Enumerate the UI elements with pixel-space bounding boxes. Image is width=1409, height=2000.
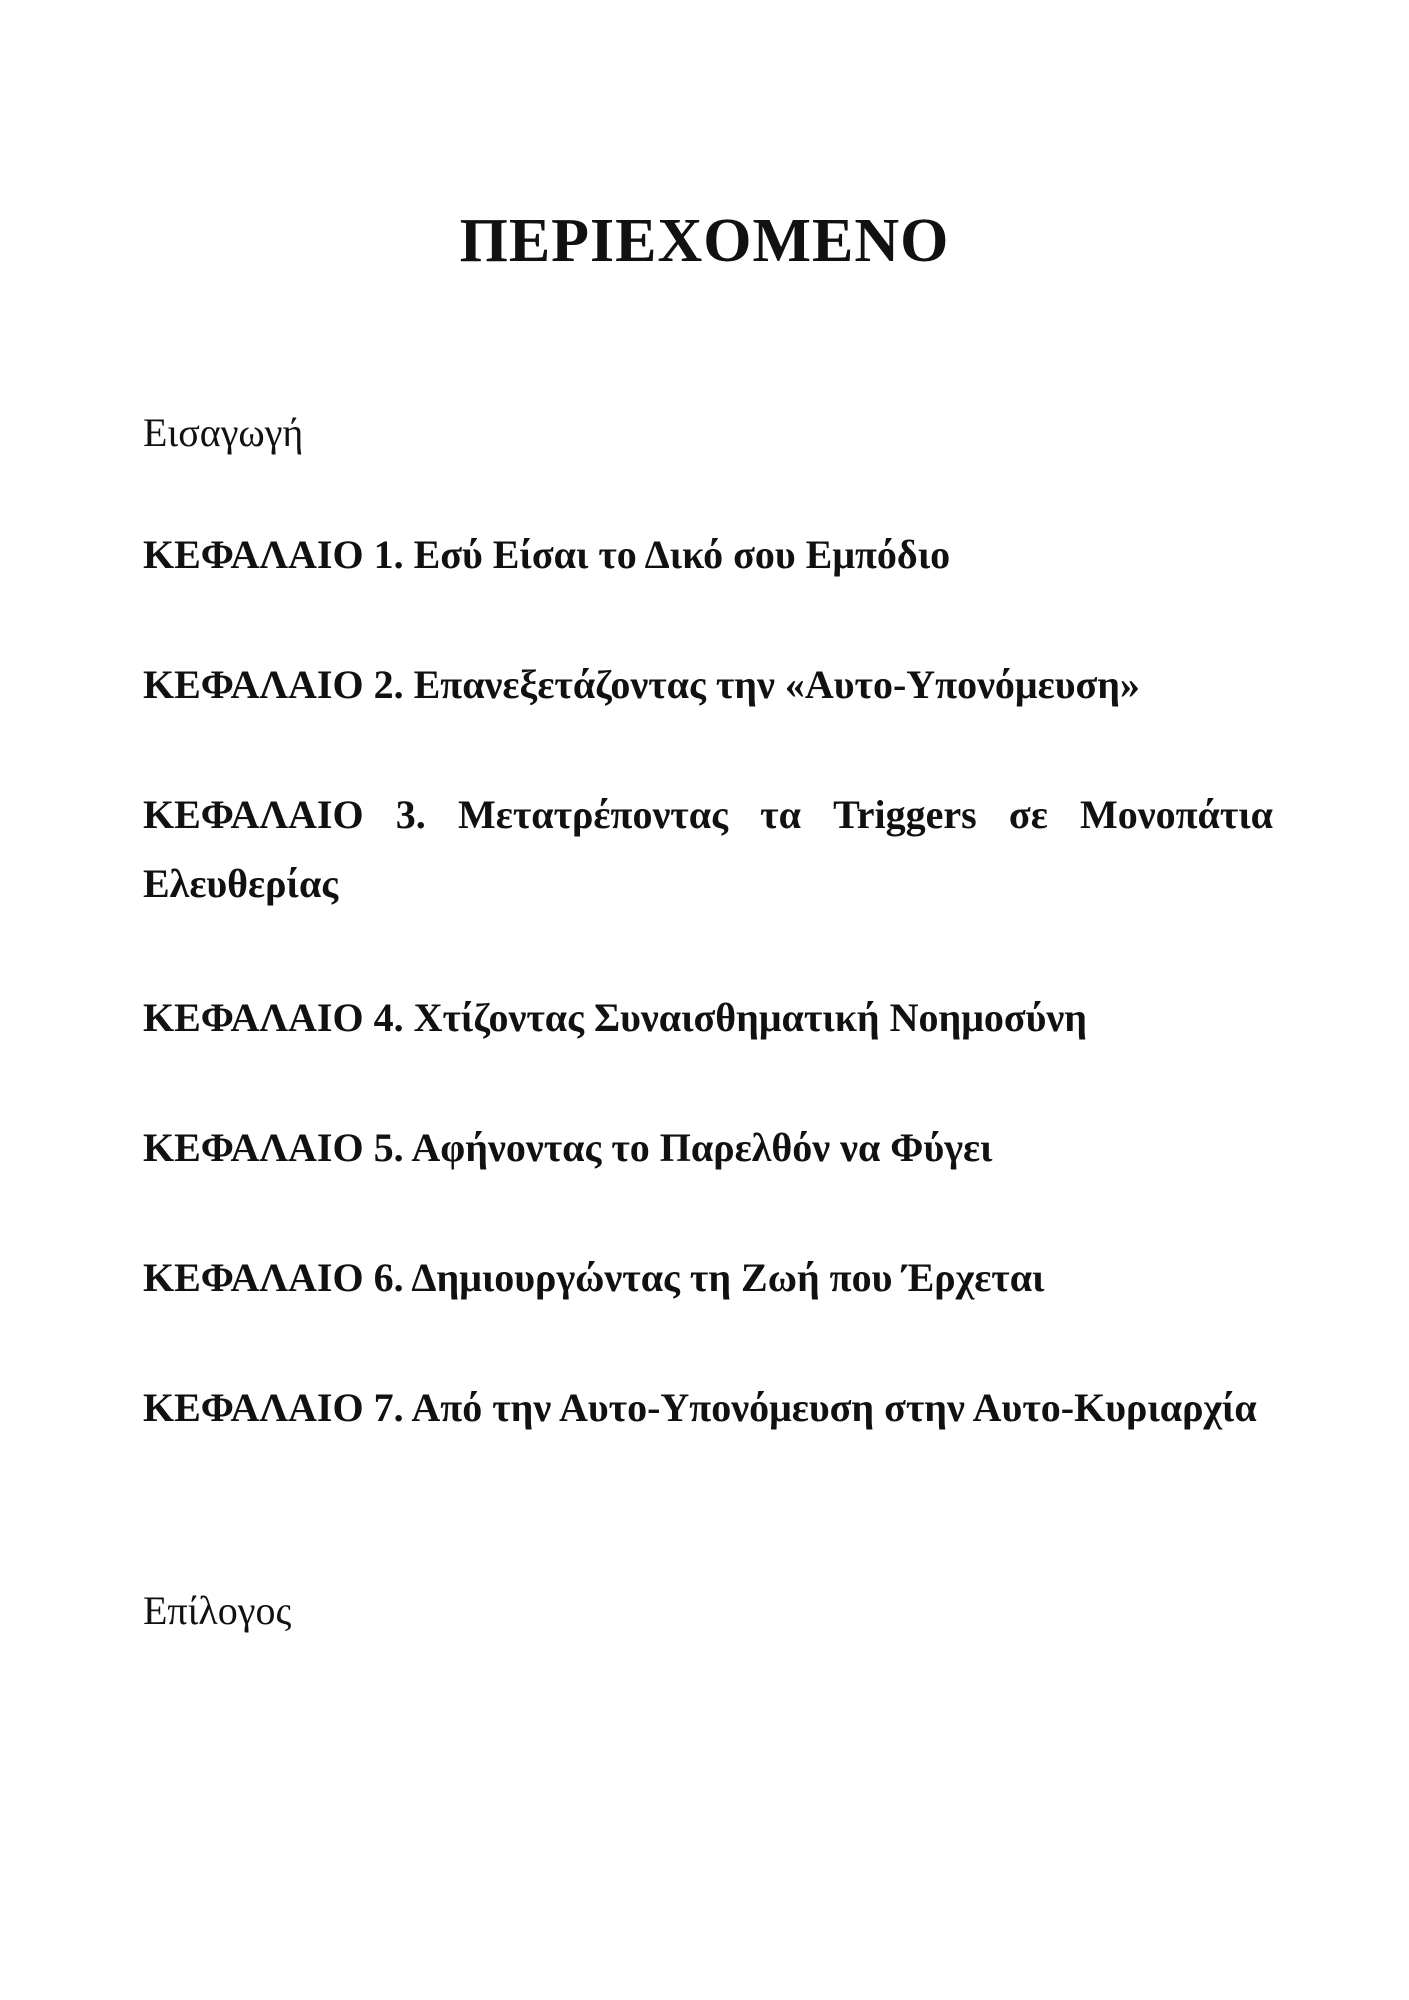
toc-entry-chapter-1: ΚΕΦΑΛΑΙΟ 1. Εσύ Είσαι το Δικό σου Εμπόδιο [143, 532, 951, 577]
page-title: ΠΕΡΙΕΧΟΜΕΝΟ [459, 207, 950, 275]
toc-entry-introduction: Εισαγωγή [143, 410, 304, 455]
toc-entry-chapter-6: ΚΕΦΑΛΑΙΟ 6. Δημιουργώντας τη Ζωή που Έρχεται [143, 1255, 1045, 1300]
toc-entry-chapter-3: ΚΕΦΑΛΑΙΟ 3. Μετατρέποντας τα Triggers σε Μονοπάτια Ελευθερίας [143, 792, 1273, 906]
toc-entry-chapter-5: ΚΕΦΑΛΑΙΟ 5. Αφήνοντας το Παρελθόν να Φύγει [143, 1125, 993, 1170]
toc-entry-epilogue: Επίλογος [143, 1588, 292, 1633]
toc-entry-chapter-7: ΚΕΦΑΛΑΙΟ 7. Από την Αυτο-Υπονόμευση στην Αυτο-Κυριαρχία [143, 1385, 1257, 1430]
toc-entry-chapter-4: ΚΕΦΑΛΑΙΟ 4. Χτίζοντας Συναισθηματική Νοημοσύνη [143, 995, 1088, 1040]
toc-entry-chapter-2: ΚΕΦΑΛΑΙΟ 2. Επανεξετάζοντας την «Αυτο-Υπονόμευση» [143, 662, 1140, 707]
